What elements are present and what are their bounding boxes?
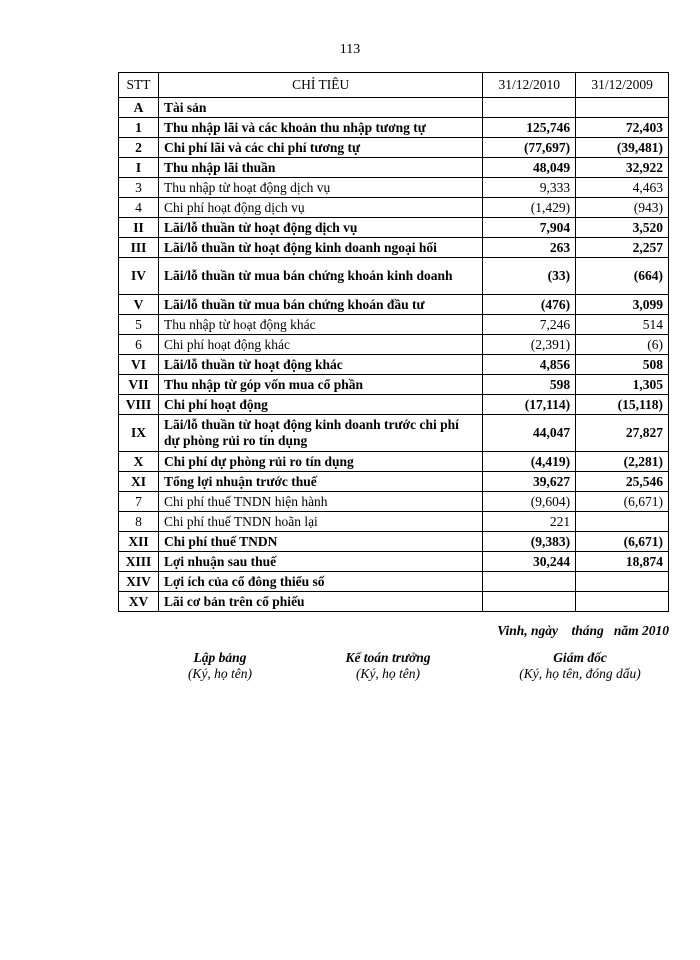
- table-row: [119, 218, 669, 238]
- row-value-2009: (6,671): [576, 532, 669, 552]
- table-row: [119, 375, 669, 395]
- row-stt: VI: [119, 355, 159, 375]
- row-value-2009: 508: [576, 355, 669, 375]
- row-stt: IX: [119, 415, 159, 452]
- header-chi-tieu: CHỈ TIÊU: [158, 73, 482, 98]
- row-value-2009: 72,403: [576, 118, 669, 138]
- row-stt: 1: [119, 118, 159, 138]
- table-row: [119, 492, 669, 512]
- row-stt: 6: [119, 335, 159, 355]
- row-label: Chi phí hoạt động dịch vụ: [158, 198, 482, 218]
- row-value-2010: 7,904: [483, 218, 576, 238]
- table-row: [119, 415, 669, 452]
- row-label: Chi phí thuế TNDN: [158, 532, 482, 552]
- row-label: Tổng lợi nhuận trước thuế: [158, 472, 482, 492]
- row-stt: I: [119, 158, 159, 178]
- row-label: Chi phí dự phòng rủi ro tín dụng: [158, 452, 482, 472]
- row-value-2010: 598: [483, 375, 576, 395]
- table-row: [119, 198, 669, 218]
- row-value-2010: (9,604): [483, 492, 576, 512]
- row-value-2010: [483, 592, 576, 612]
- table-row: [119, 178, 669, 198]
- row-value-2009: 32,922: [576, 158, 669, 178]
- table-row: [119, 592, 669, 612]
- table-row: [119, 355, 669, 375]
- row-label: Tài sản: [158, 98, 482, 118]
- row-label: Lãi/lỗ thuần từ hoạt động kinh doanh ngoại hối: [158, 238, 482, 258]
- row-stt: 5: [119, 315, 159, 335]
- row-value-2010: (33): [483, 258, 576, 295]
- row-value-2010: 39,627: [483, 472, 576, 492]
- row-value-2010: [483, 572, 576, 592]
- row-value-2010: (476): [483, 295, 576, 315]
- row-value-2009: 25,546: [576, 472, 669, 492]
- row-label: Lãi/lỗ thuần từ hoạt động kinh doanh trước chi phí dự phòng rủi ro tín dụng: [158, 415, 482, 452]
- row-label: Chi phí hoạt động khác: [158, 335, 482, 355]
- row-label: Chi phí thuế TNDN hiện hành: [158, 492, 482, 512]
- table-row: [119, 395, 669, 415]
- row-label: Lãi/lỗ thuần từ mua bán chứng khoán đầu tư: [158, 295, 482, 315]
- row-value-2009: 18,874: [576, 552, 669, 572]
- table-header-row: [119, 73, 669, 98]
- signature-block-director: [495, 650, 665, 682]
- row-value-2010: 4,856: [483, 355, 576, 375]
- row-stt: III: [119, 238, 159, 258]
- signature-note: (Ký, họ tên): [187, 666, 253, 681]
- table-row: [119, 238, 669, 258]
- table-row: [119, 138, 669, 158]
- row-label: Lợi nhuận sau thuế: [158, 552, 482, 572]
- table-row: [119, 315, 669, 335]
- date-line: Vinh, ngày tháng năm 2010: [497, 623, 669, 638]
- row-value-2009: [576, 592, 669, 612]
- table-row: [119, 532, 669, 552]
- row-label: Thu nhập từ góp vốn mua cổ phần: [158, 375, 482, 395]
- table-row: [119, 552, 669, 572]
- row-stt: VIII: [119, 395, 159, 415]
- row-value-2010: (1,429): [483, 198, 576, 218]
- row-stt: VII: [119, 375, 159, 395]
- header-2010: 31/12/2010: [483, 73, 576, 98]
- row-value-2010: 9,333: [483, 178, 576, 198]
- table-row: [119, 572, 669, 592]
- row-value-2010: (4,419): [483, 452, 576, 472]
- signature-role: Giám đốc: [553, 650, 607, 665]
- row-value-2009: (6,671): [576, 492, 669, 512]
- row-label: Lãi/lỗ thuần từ hoạt động dịch vụ: [158, 218, 482, 238]
- row-stt: IV: [119, 258, 159, 295]
- row-value-2009: 2,257: [576, 238, 669, 258]
- table-row: [119, 158, 669, 178]
- table-row: [119, 118, 669, 138]
- row-value-2010: (77,697): [483, 138, 576, 158]
- row-value-2010: 48,049: [483, 158, 576, 178]
- row-value-2009: (2,281): [576, 452, 669, 472]
- row-stt: XIII: [119, 552, 159, 572]
- table-body: [119, 98, 669, 612]
- row-value-2010: (17,114): [483, 395, 576, 415]
- row-label: Chi phí thuế TNDN hoãn lại: [158, 512, 482, 532]
- row-value-2009: [576, 512, 669, 532]
- signature-block-chief-accountant: [318, 650, 458, 682]
- table-row: [119, 98, 669, 118]
- row-label: Thu nhập lãi và các khoản thu nhập tương tự: [158, 118, 482, 138]
- row-value-2010: (9,383): [483, 532, 576, 552]
- row-value-2009: 1,305: [576, 375, 669, 395]
- row-value-2010: [483, 98, 576, 118]
- row-stt: XV: [119, 592, 159, 612]
- row-stt: XII: [119, 532, 159, 552]
- income-statement-table: [118, 72, 669, 612]
- signature-role: Kế toán trưởng: [345, 650, 431, 665]
- row-label: Thu nhập từ hoạt động khác: [158, 315, 482, 335]
- row-value-2010: 7,246: [483, 315, 576, 335]
- row-value-2009: [576, 98, 669, 118]
- row-label: Chi phí hoạt động: [158, 395, 482, 415]
- row-stt: 7: [119, 492, 159, 512]
- row-stt: 2: [119, 138, 159, 158]
- row-value-2009: 3,099: [576, 295, 669, 315]
- signature-note: (Ký, họ tên): [355, 666, 421, 681]
- table-row: [119, 472, 669, 492]
- row-value-2009: (6): [576, 335, 669, 355]
- row-value-2009: (39,481): [576, 138, 669, 158]
- row-value-2009: (15,118): [576, 395, 669, 415]
- row-stt: 8: [119, 512, 159, 532]
- row-stt: V: [119, 295, 159, 315]
- row-stt: XI: [119, 472, 159, 492]
- table-row: [119, 258, 669, 295]
- row-value-2010: 221: [483, 512, 576, 532]
- signature-role: Lập bảng: [193, 650, 247, 665]
- table-row: [119, 295, 669, 315]
- row-label: Lợi ích của cổ đông thiểu số: [158, 572, 482, 592]
- table-row: [119, 335, 669, 355]
- row-value-2010: (2,391): [483, 335, 576, 355]
- row-label: Lãi/lỗ thuần từ mua bán chứng khoán kinh doanh: [158, 258, 482, 295]
- row-value-2010: 30,244: [483, 552, 576, 572]
- row-stt: II: [119, 218, 159, 238]
- row-value-2009: [576, 572, 669, 592]
- row-label: Lãi/lỗ thuần từ hoạt động khác: [158, 355, 482, 375]
- row-label: Chi phí lãi và các chi phí tương tự: [158, 138, 482, 158]
- header-2009: 31/12/2009: [576, 73, 669, 98]
- row-value-2009: (664): [576, 258, 669, 295]
- page-number: 113: [339, 42, 361, 57]
- row-stt: X: [119, 452, 159, 472]
- row-value-2010: 44,047: [483, 415, 576, 452]
- row-value-2010: 263: [483, 238, 576, 258]
- row-value-2009: 3,520: [576, 218, 669, 238]
- row-label: Lãi cơ bản trên cổ phiếu: [158, 592, 482, 612]
- row-stt: 3: [119, 178, 159, 198]
- row-stt: XIV: [119, 572, 159, 592]
- header-stt: STT: [119, 73, 159, 98]
- row-value-2009: 27,827: [576, 415, 669, 452]
- row-value-2010: 125,746: [483, 118, 576, 138]
- signature-note: (Ký, họ tên, đóng dấu): [519, 666, 641, 681]
- row-value-2009: (943): [576, 198, 669, 218]
- row-value-2009: 4,463: [576, 178, 669, 198]
- row-value-2009: 514: [576, 315, 669, 335]
- row-label: Thu nhập từ hoạt động dịch vụ: [158, 178, 482, 198]
- signature-block-preparer: [150, 650, 290, 682]
- row-stt: 4: [119, 198, 159, 218]
- row-stt: A: [119, 98, 159, 118]
- table-row: [119, 512, 669, 532]
- row-label: Thu nhập lãi thuần: [158, 158, 482, 178]
- table-row: [119, 452, 669, 472]
